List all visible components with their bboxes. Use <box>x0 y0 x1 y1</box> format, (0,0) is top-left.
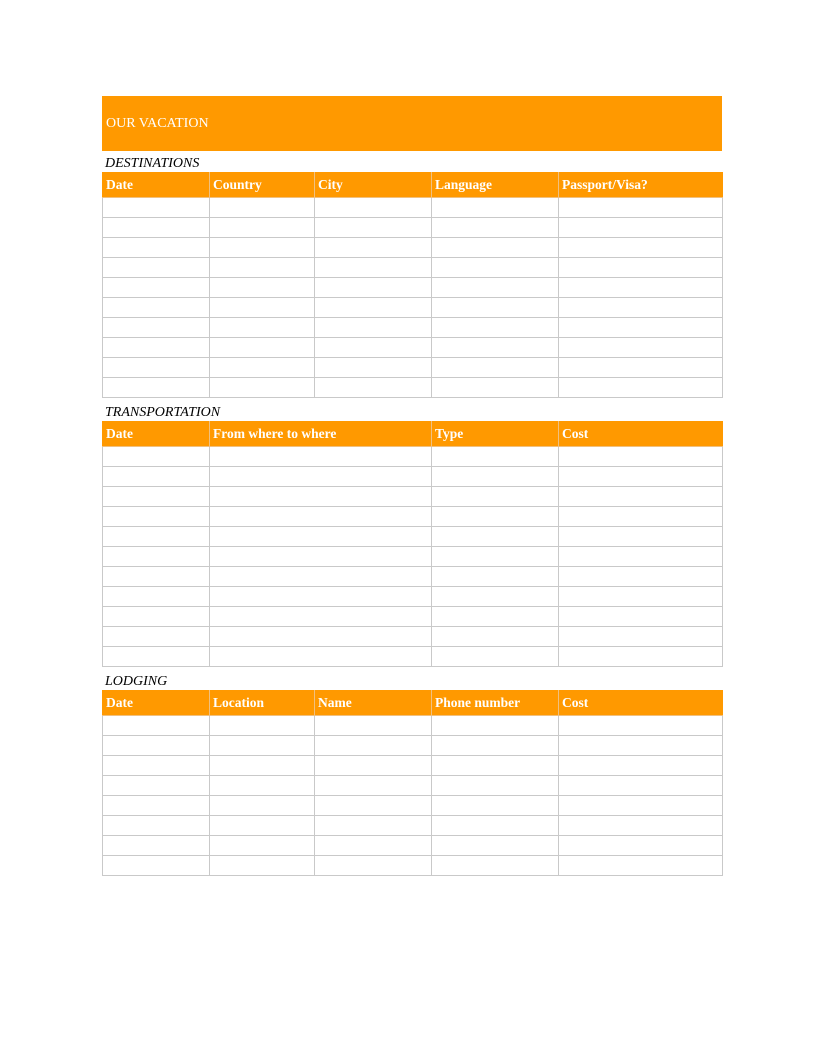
table-cell[interactable] <box>559 756 723 776</box>
table-cell[interactable] <box>103 467 210 487</box>
table-cell[interactable] <box>559 238 723 258</box>
table-row <box>103 796 723 816</box>
table-row <box>103 547 723 567</box>
table-row <box>103 298 723 318</box>
table-cell[interactable] <box>210 607 432 627</box>
table-cell[interactable] <box>315 776 432 796</box>
table-cell[interactable] <box>103 547 210 567</box>
table-cell[interactable] <box>432 627 559 647</box>
table-row <box>103 258 723 278</box>
column-header-cost: Cost <box>559 422 723 447</box>
table-cell[interactable] <box>559 567 723 587</box>
table-cell[interactable] <box>432 647 559 667</box>
table-row <box>103 776 723 796</box>
table-row <box>103 756 723 776</box>
table-row <box>103 218 723 238</box>
table-cell[interactable] <box>559 487 723 507</box>
table-cell[interactable] <box>432 736 559 756</box>
table-cell[interactable] <box>432 587 559 607</box>
table-cell[interactable] <box>315 856 432 876</box>
table-cell[interactable] <box>432 258 559 278</box>
table-cell[interactable] <box>432 567 559 587</box>
column-header-date: Date <box>103 173 210 198</box>
table-cell[interactable] <box>432 467 559 487</box>
table-cell[interactable] <box>315 298 432 318</box>
table-cell[interactable] <box>103 198 210 218</box>
table-cell[interactable] <box>210 278 315 298</box>
table-cell[interactable] <box>559 527 723 547</box>
table-cell[interactable] <box>315 278 432 298</box>
table-cell[interactable] <box>210 378 315 398</box>
table-row <box>103 198 723 218</box>
table-cell[interactable] <box>315 338 432 358</box>
table-cell[interactable] <box>559 627 723 647</box>
table-cell[interactable] <box>103 607 210 627</box>
column-header-from-where-to-where: From where to where <box>210 422 432 447</box>
lodging-body <box>103 716 723 876</box>
table-cell[interactable] <box>432 238 559 258</box>
column-header-passport-visa: Passport/Visa? <box>559 173 723 198</box>
table-cell[interactable] <box>315 836 432 856</box>
table-cell[interactable] <box>559 278 723 298</box>
table-cell[interactable] <box>210 567 432 587</box>
table-cell[interactable] <box>210 527 432 547</box>
table-cell[interactable] <box>103 218 210 238</box>
table-cell[interactable] <box>559 547 723 567</box>
table-cell[interactable] <box>432 338 559 358</box>
table-cell[interactable] <box>315 358 432 378</box>
table-row <box>103 318 723 338</box>
table-cell[interactable] <box>559 258 723 278</box>
transportation-header-row <box>103 422 723 447</box>
transportation-heading: TRANSPORTATION <box>105 405 221 420</box>
table-cell[interactable] <box>432 447 559 467</box>
table-cell[interactable] <box>559 716 723 736</box>
lodging-header-row <box>103 691 723 716</box>
table-row <box>103 816 723 836</box>
table-row <box>103 527 723 547</box>
table-cell[interactable] <box>559 198 723 218</box>
table-cell[interactable] <box>559 447 723 467</box>
table-cell[interactable] <box>103 856 210 876</box>
column-header-cost: Cost <box>559 691 723 716</box>
table-cell[interactable] <box>103 258 210 278</box>
table-cell[interactable] <box>559 836 723 856</box>
destinations-table <box>102 172 723 398</box>
table-cell[interactable] <box>559 796 723 816</box>
table-cell[interactable] <box>559 736 723 756</box>
table-row <box>103 278 723 298</box>
table-cell[interactable] <box>432 507 559 527</box>
table-cell[interactable] <box>103 587 210 607</box>
table-row <box>103 487 723 507</box>
table-cell[interactable] <box>559 378 723 398</box>
table-row <box>103 507 723 527</box>
table-row <box>103 856 723 876</box>
table-cell[interactable] <box>103 627 210 647</box>
table-cell[interactable] <box>559 338 723 358</box>
table-cell[interactable] <box>103 716 210 736</box>
table-cell[interactable] <box>432 856 559 876</box>
table-cell[interactable] <box>103 836 210 856</box>
table-cell[interactable] <box>315 198 432 218</box>
table-cell[interactable] <box>559 776 723 796</box>
table-row <box>103 338 723 358</box>
table-cell[interactable] <box>559 507 723 527</box>
table-cell[interactable] <box>103 298 210 318</box>
transportation-table <box>102 421 723 667</box>
table-cell[interactable] <box>210 298 315 318</box>
table-cell[interactable] <box>103 338 210 358</box>
table-cell[interactable] <box>103 378 210 398</box>
table-cell[interactable] <box>559 218 723 238</box>
table-cell[interactable] <box>210 756 315 776</box>
table-cell[interactable] <box>432 218 559 238</box>
table-cell[interactable] <box>432 318 559 338</box>
table-cell[interactable] <box>432 816 559 836</box>
table-cell[interactable] <box>432 607 559 627</box>
table-cell[interactable] <box>559 856 723 876</box>
table-cell[interactable] <box>210 716 315 736</box>
table-cell[interactable] <box>315 756 432 776</box>
table-cell[interactable] <box>432 278 559 298</box>
destinations-body <box>103 198 723 398</box>
table-cell[interactable] <box>103 527 210 547</box>
table-row <box>103 238 723 258</box>
table-cell[interactable] <box>210 647 432 667</box>
column-header-location: Location <box>210 691 315 716</box>
table-cell[interactable] <box>315 796 432 816</box>
table-cell[interactable] <box>210 816 315 836</box>
table-cell[interactable] <box>210 447 432 467</box>
table-cell[interactable] <box>103 647 210 667</box>
table-cell[interactable] <box>103 736 210 756</box>
table-cell[interactable] <box>103 507 210 527</box>
table-cell[interactable] <box>432 358 559 378</box>
table-cell[interactable] <box>559 298 723 318</box>
table-cell[interactable] <box>315 736 432 756</box>
column-header-phone-number: Phone number <box>432 691 559 716</box>
column-header-date: Date <box>103 691 210 716</box>
table-row <box>103 607 723 627</box>
table-row <box>103 567 723 587</box>
column-header-country: Country <box>210 173 315 198</box>
table-cell[interactable] <box>210 796 315 816</box>
lodging-heading: LODGING <box>105 674 168 689</box>
transportation-body <box>103 447 723 667</box>
table-cell[interactable] <box>559 607 723 627</box>
table-cell[interactable] <box>103 776 210 796</box>
table-cell[interactable] <box>210 856 315 876</box>
table-row <box>103 736 723 756</box>
table-cell[interactable] <box>432 198 559 218</box>
table-cell[interactable] <box>432 547 559 567</box>
table-cell[interactable] <box>559 647 723 667</box>
column-header-city: City <box>315 173 432 198</box>
table-cell[interactable] <box>103 318 210 338</box>
table-cell[interactable] <box>103 447 210 467</box>
table-cell[interactable] <box>210 627 432 647</box>
table-cell[interactable] <box>210 467 432 487</box>
table-row <box>103 627 723 647</box>
table-cell[interactable] <box>210 487 432 507</box>
lodging-table <box>102 690 723 876</box>
table-cell[interactable] <box>559 318 723 338</box>
page-title-banner <box>102 96 722 151</box>
table-cell[interactable] <box>210 547 432 567</box>
table-cell[interactable] <box>432 756 559 776</box>
table-row <box>103 358 723 378</box>
table-cell[interactable] <box>103 238 210 258</box>
table-cell[interactable] <box>210 358 315 378</box>
table-cell[interactable] <box>315 318 432 338</box>
table-cell[interactable] <box>432 378 559 398</box>
table-row <box>103 467 723 487</box>
table-cell[interactable] <box>559 358 723 378</box>
table-cell[interactable] <box>315 378 432 398</box>
table-cell[interactable] <box>103 487 210 507</box>
table-row <box>103 447 723 467</box>
destinations-heading: DESTINATIONS <box>105 156 200 171</box>
table-row <box>103 716 723 736</box>
table-cell[interactable] <box>559 587 723 607</box>
table-cell[interactable] <box>210 736 315 756</box>
table-cell[interactable] <box>315 716 432 736</box>
table-cell[interactable] <box>559 816 723 836</box>
table-cell[interactable] <box>432 716 559 736</box>
table-cell[interactable] <box>315 218 432 238</box>
table-cell[interactable] <box>210 198 315 218</box>
table-cell[interactable] <box>103 358 210 378</box>
column-header-language: Language <box>432 173 559 198</box>
column-header-name: Name <box>315 691 432 716</box>
table-cell[interactable] <box>210 258 315 278</box>
table-cell[interactable] <box>103 278 210 298</box>
table-cell[interactable] <box>103 567 210 587</box>
table-cell[interactable] <box>210 587 432 607</box>
column-header-type: Type <box>432 422 559 447</box>
table-cell[interactable] <box>559 467 723 487</box>
table-cell[interactable] <box>432 776 559 796</box>
table-row <box>103 647 723 667</box>
table-cell[interactable] <box>315 258 432 278</box>
table-cell[interactable] <box>103 796 210 816</box>
table-cell[interactable] <box>432 298 559 318</box>
table-row <box>103 378 723 398</box>
table-cell[interactable] <box>432 796 559 816</box>
page-title: OUR VACATION <box>106 116 209 131</box>
table-cell[interactable] <box>103 756 210 776</box>
table-cell[interactable] <box>210 238 315 258</box>
table-cell[interactable] <box>210 218 315 238</box>
column-header-date: Date <box>103 422 210 447</box>
table-row <box>103 587 723 607</box>
table-cell[interactable] <box>210 318 315 338</box>
table-cell[interactable] <box>103 816 210 836</box>
table-cell[interactable] <box>210 507 432 527</box>
table-cell[interactable] <box>315 816 432 836</box>
table-cell[interactable] <box>432 487 559 507</box>
table-cell[interactable] <box>315 238 432 258</box>
destinations-header-row <box>103 173 723 198</box>
table-cell[interactable] <box>210 338 315 358</box>
table-cell[interactable] <box>210 836 315 856</box>
table-cell[interactable] <box>432 527 559 547</box>
table-row <box>103 836 723 856</box>
table-cell[interactable] <box>210 776 315 796</box>
table-cell[interactable] <box>432 836 559 856</box>
